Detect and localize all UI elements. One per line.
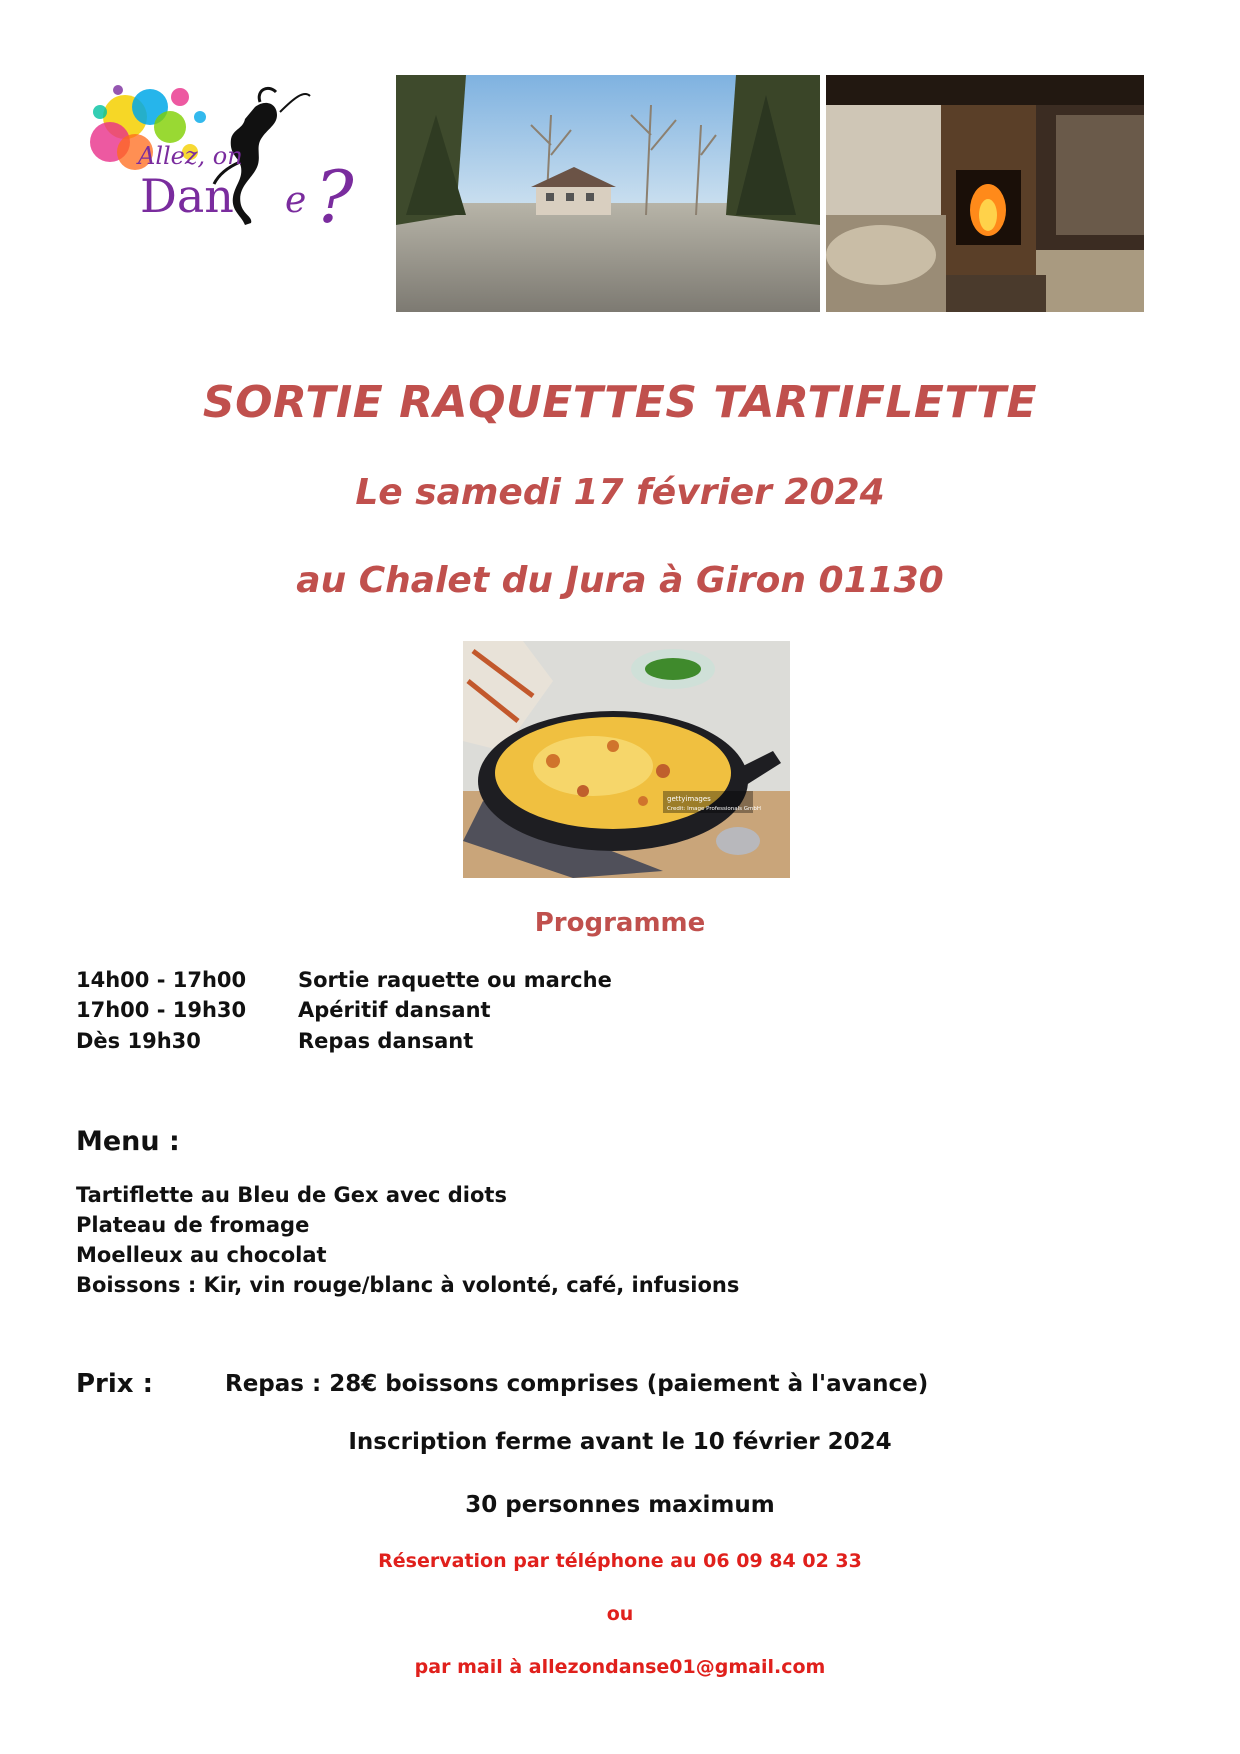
- menu-item: Moelleux au chocolat: [76, 1243, 327, 1267]
- logo-text-line2: Dan: [140, 169, 234, 223]
- tartiflette-photo: [463, 641, 790, 878]
- programme-activity: Apéritif dansant: [298, 998, 491, 1022]
- reservation-mail: par mail à allezondanse01@gmail.com: [414, 1656, 826, 1678]
- logo-question-mark: ?: [315, 155, 354, 239]
- chalet-fireplace-photo: [826, 75, 1144, 312]
- event-place: au Chalet du Jura à Giron 01130: [296, 560, 944, 601]
- max-people: 30 personnes maximum: [465, 1492, 775, 1518]
- chalet-landscape-photo: [396, 75, 820, 312]
- association-logo: [80, 72, 360, 247]
- programme-time: Dès 19h30: [76, 1029, 201, 1053]
- menu-item: Boissons : Kir, vin rouge/blanc à volonté, café, infusions: [76, 1273, 740, 1297]
- reservation-phone: Réservation par téléphone au 06 09 84 02 33: [378, 1550, 862, 1572]
- logo-text-line3: e: [285, 180, 307, 221]
- menu-title: Menu :: [76, 1126, 180, 1157]
- event-title: SORTIE RAQUETTES TARTIFLETTE: [202, 377, 1038, 428]
- programme-activity: Repas dansant: [298, 1029, 474, 1053]
- programme-title: Programme: [534, 908, 706, 938]
- programme-activity: Sortie raquette ou marche: [298, 968, 612, 992]
- or-separator: ou: [606, 1603, 634, 1625]
- menu-item: Tartiflette au Bleu de Gex avec diots: [76, 1183, 507, 1207]
- menu-item: Plateau de fromage: [76, 1213, 310, 1237]
- event-date: Le samedi 17 février 2024: [355, 472, 885, 513]
- programme-time: 14h00 - 17h00: [76, 968, 247, 992]
- dish-watermark-credit: Credit: Image Professionals GmbH: [667, 806, 762, 812]
- price-label: Prix :: [76, 1369, 154, 1399]
- dish-watermark-brand: gettyimages: [667, 795, 711, 803]
- price-text: Repas : 28€ boissons comprises (paiement à l'avance): [225, 1371, 929, 1397]
- programme-time: 17h00 - 19h30: [76, 998, 247, 1022]
- inscription-deadline: Inscription ferme avant le 10 février 2024: [348, 1429, 892, 1455]
- logo-text-line1: Allez, on: [138, 142, 243, 170]
